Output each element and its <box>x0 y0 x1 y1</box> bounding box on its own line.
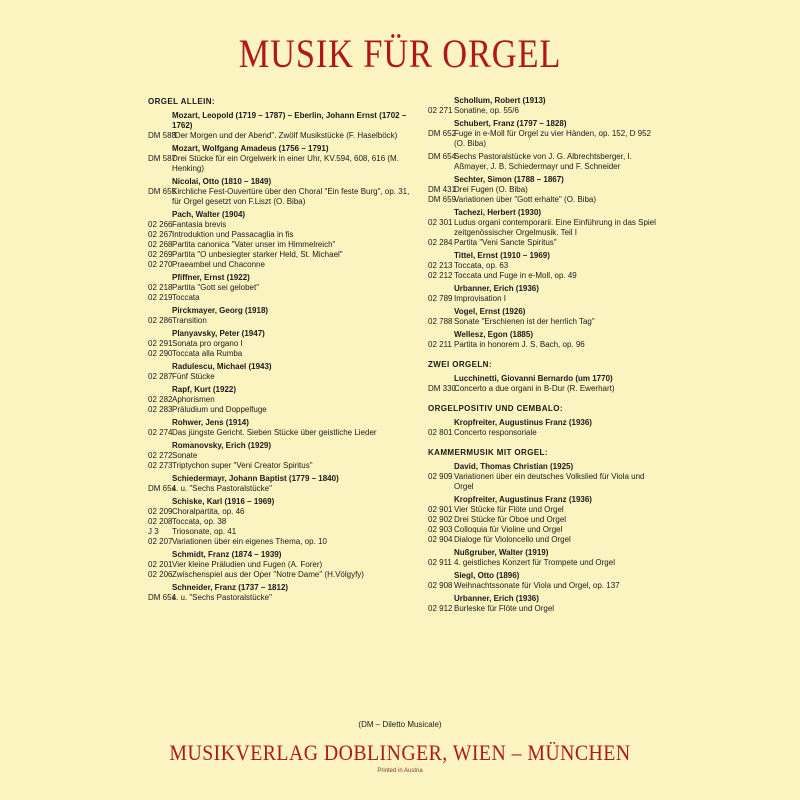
catalog-item <box>148 451 418 461</box>
catalog-item <box>148 461 418 471</box>
work-title: Partita in honorem J. S. Bach, op. 96 <box>454 340 585 349</box>
catalog-item <box>148 507 418 517</box>
catalog-number: 02 201 <box>148 560 173 569</box>
composer-name: Radulescu, Michael (1943) <box>172 362 272 371</box>
catalog-entry <box>428 208 660 248</box>
footnote: (DM – Diletto Musicale) <box>358 720 442 729</box>
catalog-entry <box>428 284 660 304</box>
catalog-item <box>148 570 418 580</box>
work-title: s. u. "Sechs Pastoralstücke" <box>172 593 272 602</box>
catalog-entry <box>428 418 660 438</box>
work-title: Partita "Gott sei gelobet" <box>172 283 260 292</box>
catalog-number: 02 283 <box>148 405 173 414</box>
left-column <box>148 96 418 606</box>
catalog-item <box>428 152 660 172</box>
catalog-item <box>148 283 418 293</box>
catalog-item <box>148 405 418 415</box>
composer-name: Planyavsky, Peter (1947) <box>172 329 265 338</box>
catalog-number: DM 654 <box>428 152 457 161</box>
catalog-entry <box>428 571 660 591</box>
catalog-number: 02 290 <box>148 349 173 358</box>
work-title: Das jüngste Gericht. Sieben Stücke über geistliche Lieder <box>172 428 377 437</box>
catalog-entry <box>148 550 418 580</box>
work-title: Variationen über ein deutsches Volkslied für Viola und Orgel <box>454 472 645 491</box>
catalog-entry <box>148 497 418 547</box>
catalog-number: 02 908 <box>428 581 453 590</box>
work-title: Drei Fugen (O. Biba) <box>454 185 528 194</box>
catalog-entry <box>148 329 418 359</box>
catalog-number: 02 801 <box>428 428 453 437</box>
catalog-item <box>148 372 418 382</box>
catalog-item <box>148 593 418 603</box>
composer-name: Urbanner, Erich (1936) <box>454 284 539 293</box>
catalog-number: 02 209 <box>148 507 173 516</box>
composer-name: Pfiffner, Ernst (1922) <box>172 273 250 282</box>
work-title: 4. geistliches Konzert für Trompete und Orgel <box>454 558 615 567</box>
catalog-entry <box>428 96 660 116</box>
catalog-item <box>428 525 660 535</box>
catalog-item <box>428 129 660 149</box>
catalog-number: 02 909 <box>428 472 453 481</box>
catalog-entry <box>428 330 660 350</box>
catalog-number: 02 270 <box>148 260 173 269</box>
catalog-entry <box>148 273 418 303</box>
work-title: Fuge in e-Moll für Orgel zu vier Händen, op. 152, D 952 (O. Biba) <box>454 129 651 148</box>
catalog-number: 02 206 <box>148 570 173 579</box>
work-title: Fünf Stücke <box>172 372 215 381</box>
catalog-number: 02 282 <box>148 395 173 404</box>
section-title: ORGEL ALLEIN: <box>148 97 215 106</box>
printed-note: Printed in Austria <box>377 768 423 774</box>
catalog-item <box>428 195 660 205</box>
work-title: Partita canonica "Vater unser im Himmelreich" <box>172 240 336 249</box>
catalog-entry <box>428 307 660 327</box>
catalog-item <box>428 604 660 614</box>
catalog-entry <box>428 175 660 205</box>
composer-name: Pirckmayer, Georg (1918) <box>172 306 269 315</box>
catalog-item <box>148 484 418 494</box>
catalog-item <box>148 527 418 537</box>
work-title: Fantasia brevis <box>172 220 227 229</box>
catalog-number: 02 911 <box>428 558 452 567</box>
catalog-number: 02 213 <box>428 261 453 270</box>
catalog-item <box>428 185 660 195</box>
catalog-item <box>428 515 660 525</box>
catalog-item <box>148 250 418 260</box>
composer-name: Nicolai, Otto (1810 – 1849) <box>172 177 272 186</box>
work-title: Sechs Pastoralstücke von J. G. Albrechtsberger, I. Aßmayer, J. B. Schiedermayr und F. Schneider <box>454 152 632 171</box>
composer-name: Pach, Walter (1904) <box>172 210 246 219</box>
catalog-entry <box>428 495 660 545</box>
catalog-item <box>148 339 418 349</box>
work-title: Sonate <box>172 451 198 460</box>
catalog-item <box>428 384 660 394</box>
catalog-number: 02 902 <box>428 515 453 524</box>
catalog-number: DM 655 <box>148 187 177 196</box>
work-title: Aphorismen <box>172 395 215 404</box>
catalog-number: 02 273 <box>148 461 173 470</box>
work-title: Dialoge für Violoncello und Orgel <box>454 535 571 544</box>
work-title: Variationen über ein eigenes Thema, op. 10 <box>172 537 327 546</box>
entry-list <box>148 111 418 603</box>
catalog-item <box>148 395 418 405</box>
catalog-entry <box>148 210 418 270</box>
right-column <box>428 96 660 617</box>
work-title: Toccata alla Rumba <box>172 349 243 358</box>
composer-name: Schneider, Franz (1737 – 1812) <box>172 583 289 592</box>
catalog-number: 02 267 <box>148 230 173 239</box>
catalog-entry <box>428 462 660 492</box>
section-title: KAMMERMUSIK MIT ORGEL: <box>428 448 548 457</box>
catalog-item <box>428 535 660 545</box>
catalog-item <box>428 261 660 271</box>
catalog-item <box>148 316 418 326</box>
composer-name: Tachezi, Herbert (1930) <box>454 208 541 217</box>
catalog-item <box>148 131 418 141</box>
work-title: Präludium und Doppelfuge <box>172 405 267 414</box>
catalog-entry <box>148 111 418 141</box>
composer-name: Kropfreiter, Augustinus Franz (1936) <box>454 495 592 504</box>
work-title: Drei Stücke für Oboe und Orgel <box>454 515 567 524</box>
catalog-item <box>428 558 660 568</box>
catalog-item <box>148 220 418 230</box>
work-title: Concerto responsoriale <box>454 428 537 437</box>
catalog-number: 02 912 <box>428 604 453 613</box>
composer-name: Schiske, Karl (1916 – 1969) <box>172 497 275 506</box>
catalog-number: 02 904 <box>428 535 453 544</box>
catalog-item <box>148 349 418 359</box>
work-title: Introduktion und Passacaglia in fis <box>172 230 294 239</box>
composer-name: Rohwer, Jens (1914) <box>172 418 249 427</box>
catalog-item <box>148 154 418 174</box>
catalog-number: DM 652 <box>428 129 457 138</box>
catalog-number: DM 588 <box>148 131 177 140</box>
composer-name: Urbanner, Erich (1936) <box>454 594 539 603</box>
work-title: Sonate "Erschienen ist der herrlich Tag" <box>454 317 595 326</box>
catalog-item <box>148 560 418 570</box>
work-title: "Der Morgen und der Abend". Zwölf Musikstücke (F. Haselböck) <box>172 131 398 140</box>
composer-name: Lucchinetti, Giovanni Bernardo (um 1770) <box>454 374 613 383</box>
composer-name: Vogel, Ernst (1926) <box>454 307 526 316</box>
catalog-item <box>148 260 418 270</box>
composer-name: Sechter, Simon (1788 – 1867) <box>454 175 564 184</box>
work-title: Improvisation I <box>454 294 507 303</box>
catalog-item <box>148 428 418 438</box>
catalog-item <box>428 340 660 350</box>
composer-name: Wellesz, Egon (1885) <box>454 330 533 339</box>
catalog-item <box>428 106 660 116</box>
work-title: Weihnachtssonate für Viola und Orgel, op. 137 <box>454 581 620 590</box>
composer-name: Romanovsky, Erich (1929) <box>172 441 272 450</box>
catalog-item <box>428 238 660 248</box>
catalog-entry <box>148 418 418 438</box>
catalog-entry <box>428 251 660 281</box>
catalog-entry <box>428 119 660 149</box>
catalog-item <box>428 271 660 281</box>
catalog-number: DM 659 <box>428 195 457 204</box>
work-title: Transition <box>172 316 207 325</box>
work-title: Burleske für Flöte und Orgel <box>454 604 555 613</box>
catalog-number: DM 654 <box>148 484 177 493</box>
catalog-number: 02 219 <box>148 293 173 302</box>
composer-name: Schiedermayr, Johann Baptist (1779 – 1840) <box>172 474 339 483</box>
catalog-item <box>148 537 418 547</box>
catalog-entry <box>148 441 418 471</box>
catalog-number: 02 287 <box>148 372 173 381</box>
work-title: Partita "O unbesiegter starker Held, St. Michael" <box>172 250 343 259</box>
catalog-number: 02 207 <box>148 537 173 546</box>
composer-name: David, Thomas Christian (1925) <box>454 462 574 471</box>
catalog-number: 02 291 <box>148 339 173 348</box>
catalog-item <box>148 230 418 240</box>
catalog-entry <box>148 144 418 174</box>
work-title: Choralpartita, op. 46 <box>172 507 245 516</box>
composer-name: Rapf, Kurt (1922) <box>172 385 237 394</box>
page-title: MUSIK FÜR ORGEL <box>238 31 562 76</box>
catalog-number: 02 212 <box>428 271 453 280</box>
work-title: Variationen über "Gott erhalte" (O. Biba) <box>454 195 597 204</box>
composer-name: Mozart, Wolfgang Amadeus (1756 – 1791) <box>172 144 329 153</box>
catalog-number: 02 211 <box>428 340 452 349</box>
composer-name: Siegl, Otto (1896) <box>454 571 520 580</box>
work-title: Sonatine, op. 55/6 <box>454 106 519 115</box>
catalog-number: 02 266 <box>148 220 173 229</box>
catalog-entry <box>148 177 418 207</box>
catalog-entry <box>148 583 418 603</box>
work-title: Praeambel und Chaconne <box>172 260 265 269</box>
catalog-item <box>428 581 660 591</box>
work-title: Vier kleine Präludien und Fugen (A. Forer) <box>172 560 323 569</box>
work-title: Toccata, op. 38 <box>172 517 227 526</box>
catalog-item <box>148 517 418 527</box>
entry-list <box>428 96 660 614</box>
catalog-number: 02 271 <box>428 106 453 115</box>
catalog-entry <box>148 362 418 382</box>
composer-name: Schollum, Robert (1913) <box>454 96 546 105</box>
catalog-item <box>148 293 418 303</box>
composer-name: Schubert, Franz (1797 – 1828) <box>454 119 567 128</box>
work-title: s. u. "Sechs Pastoralstücke" <box>172 484 272 493</box>
catalog-entry <box>428 374 660 394</box>
catalog-number: 02 208 <box>148 517 173 526</box>
publisher-name: MUSIKVERLAG DOBLINGER, WIEN – MÜNCHEN <box>169 740 631 765</box>
section-title: ORGELPOSITIV UND CEMBALO: <box>428 404 563 413</box>
catalog-number: 02 274 <box>148 428 173 437</box>
work-title: Kirchliche Fest-Ouvertüre über den Choral "Ein feste Burg", op. 31, für Orgel gesetzt von F.Liszt (O. Biba) <box>172 187 410 206</box>
catalog-entry <box>428 594 660 614</box>
catalog-number: 02 286 <box>148 316 173 325</box>
composer-name: Tittel, Ernst (1910 – 1969) <box>454 251 550 260</box>
catalog-number: DM 330 <box>428 384 457 393</box>
catalog-number: 02 788 <box>428 317 453 326</box>
catalog-entry <box>148 474 418 494</box>
catalog-number: 02 218 <box>148 283 173 292</box>
catalog-number: DM 654 <box>148 593 177 602</box>
composer-name: Mozart, Leopold (1719 – 1787) – Eberlin, Johann Ernst (1702 – 1762) <box>172 111 407 130</box>
catalog-item <box>428 505 660 515</box>
catalog-entry <box>148 385 418 415</box>
work-title: Vier Stücke für Flöte und Orgel <box>454 505 564 514</box>
catalog-entry <box>428 548 660 568</box>
catalog-number: 02 269 <box>148 250 173 259</box>
catalog-number: DM 587 <box>148 154 177 163</box>
work-title: Toccata und Fuge in e-Moll, op. 49 <box>454 271 577 280</box>
catalog-number: 02 901 <box>428 505 453 514</box>
composer-name: Nußgruber, Walter (1919) <box>454 548 549 557</box>
composer-name: Schmidt, Franz (1874 – 1939) <box>172 550 282 559</box>
catalog-number: 02 284 <box>428 238 453 247</box>
catalog-number: J 3 <box>148 527 159 536</box>
catalog-item <box>428 428 660 438</box>
work-title: Partita "Veni Sancte Spiritus" <box>454 238 557 247</box>
work-title: Zwischenspiel aus der Oper "Notre Dame" (H.Völgyfy) <box>172 570 364 579</box>
catalog-number: 02 789 <box>428 294 453 303</box>
catalog-number: DM 431 <box>428 185 457 194</box>
work-title: Toccata <box>172 293 200 302</box>
catalog-item <box>428 294 660 304</box>
work-title: Sonata pro organo I <box>172 339 243 348</box>
catalog-entry <box>428 152 660 172</box>
catalog-entry <box>148 306 418 326</box>
work-title: Colloquia für Violine und Orgel <box>454 525 563 534</box>
section-title: ZWEI ORGELN: <box>428 360 492 369</box>
work-title: Toccata, op. 63 <box>454 261 509 270</box>
composer-name: Kropfreiter, Augustinus Franz (1936) <box>454 418 592 427</box>
catalog-number: 02 272 <box>148 451 173 460</box>
work-title: Concerto a due organi in B-Dur (R. Ewerhart) <box>454 384 615 393</box>
catalog-item <box>428 472 660 492</box>
work-title: Drei Stücke für ein Orgelwerk in einer Uhr, KV.594, 608, 616 (M. Henking) <box>172 154 399 173</box>
catalog-item <box>148 187 418 207</box>
catalog-number: 02 268 <box>148 240 173 249</box>
work-title: Ludus organi contemporarii. Eine Einführung in das Spiel zeitgenössischer Orgelmusik. Teil I <box>454 218 656 237</box>
catalog-item <box>428 218 660 238</box>
catalog-item <box>428 317 660 327</box>
work-title: Triosonate, op. 41 <box>172 527 237 536</box>
catalog-number: 02 301 <box>428 218 453 227</box>
work-title: Triptychon super "Veni Creator Spiritus" <box>172 461 313 470</box>
catalog-number: 02 903 <box>428 525 453 534</box>
catalog-item <box>148 240 418 250</box>
